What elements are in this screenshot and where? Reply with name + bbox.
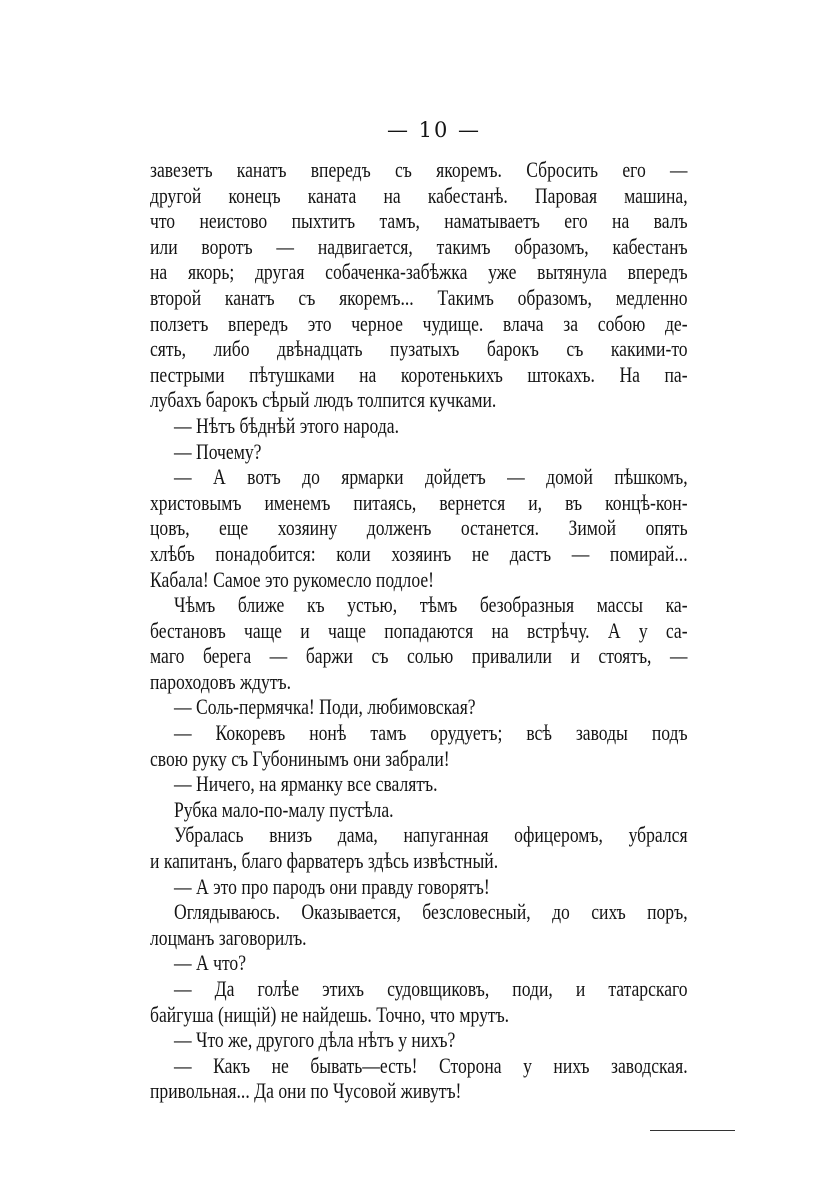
text-line: и капитанъ, благо фарватеръ здѣсь извѣстный.: [150, 848, 499, 874]
text-line: христовымъ именемъ питаясь, вернется и, въ концѣ-кон-: [150, 489, 688, 515]
text-line: на якорь; другая собаченка-забѣжка уже вытянула впередъ: [150, 259, 688, 285]
text-line: Чѣмъ ближе къ устью, тѣмъ безобразныя массы ка-: [174, 592, 688, 618]
text-line: или воротъ — надвигается, такимъ образомъ, кабестанъ: [150, 233, 688, 259]
text-line: — Да голѣе этихъ судовщиковъ, поди, и татарскаго: [174, 976, 688, 1001]
text-line: ползетъ впередъ это черное чудище. влача за собою де-: [150, 310, 688, 336]
footer-rule: [650, 1130, 735, 1131]
text-line: — А что?: [174, 950, 247, 976]
text-line: бестановъ чаще и чаще попадаются на встрѣчу. А у са-: [150, 617, 688, 643]
text-line: — Почему?: [174, 438, 262, 464]
text-line: сять, либо двѣнадцать пузатыхъ барокъ съ какими-то: [150, 336, 688, 362]
text-line: пестрыми пѣтушками на коротенькихъ штокахъ. На па-: [150, 361, 688, 387]
page-number: — 10 —: [386, 118, 482, 142]
text-line: свою руку съ Губонинымъ они забрали!: [150, 745, 450, 771]
text-line: Кабала! Самое это рукомесло подлое!: [150, 566, 435, 592]
text-line: Убралась внизъ дама, напуганная офицеромъ, убрался: [174, 822, 688, 848]
text-line: что неистово пыхтитъ тамъ, наматываетъ его на валъ: [150, 208, 688, 234]
text-line: цовъ, еще хозяину долженъ останется. Зимой опять: [150, 515, 688, 541]
text-line: хлѣбъ понадобится: коли хозяинъ не дастъ — помирай...: [150, 540, 688, 566]
text-line: завезетъ канатъ впередъ съ якоремъ. Сбросить его —: [150, 157, 688, 182]
text-line: — Что же, другого дѣла нѣтъ у нихъ?: [174, 1027, 456, 1053]
text-line: — Кокоревъ нонѣ тамъ орудуетъ; всѣ заводы подъ: [174, 720, 688, 746]
text-line: пароходовъ ждутъ.: [150, 668, 292, 694]
text-line: лоцманъ заговорилъ.: [150, 924, 307, 950]
text-line: лубахъ барокъ сѣрый людъ толпится кучками.: [150, 387, 497, 413]
text-line: — А это про пародъ они правду говорятъ!: [174, 873, 490, 899]
text-line: — А вотъ до ярмарки дойдетъ — домой пѣшкомъ,: [174, 464, 688, 490]
text-line: Оглядываюсь. Оказывается, безсловесный, до сихъ поръ,: [174, 899, 688, 925]
text-line: привольная... Да они по Чусовой живутъ!: [150, 1078, 462, 1104]
page-body-text: [150, 157, 688, 1104]
text-line: — Нѣтъ бѣднѣй этого народа.: [174, 412, 400, 438]
text-line: другой конецъ каната на кабестанѣ. Паровая машина,: [150, 182, 688, 208]
text-line: Рубка мало-по-малу пустѣла.: [174, 796, 394, 822]
text-line: второй канатъ съ якоремъ... Такимъ образомъ, медленно: [150, 284, 688, 310]
text-line: — Ничего, на ярманку все свалятъ.: [174, 771, 438, 797]
text-line: маго берега — баржи съ солью привалили и стоятъ, —: [150, 643, 688, 669]
text-line: байгуша (нищій) не найдешь. Точно, что мрутъ.: [150, 1001, 510, 1027]
text-line: — Какъ не бывать—есть! Сторона у нихъ заводская.: [174, 1052, 688, 1078]
text-line: — Соль-пермячка! Поди, любимовская?: [174, 694, 476, 720]
